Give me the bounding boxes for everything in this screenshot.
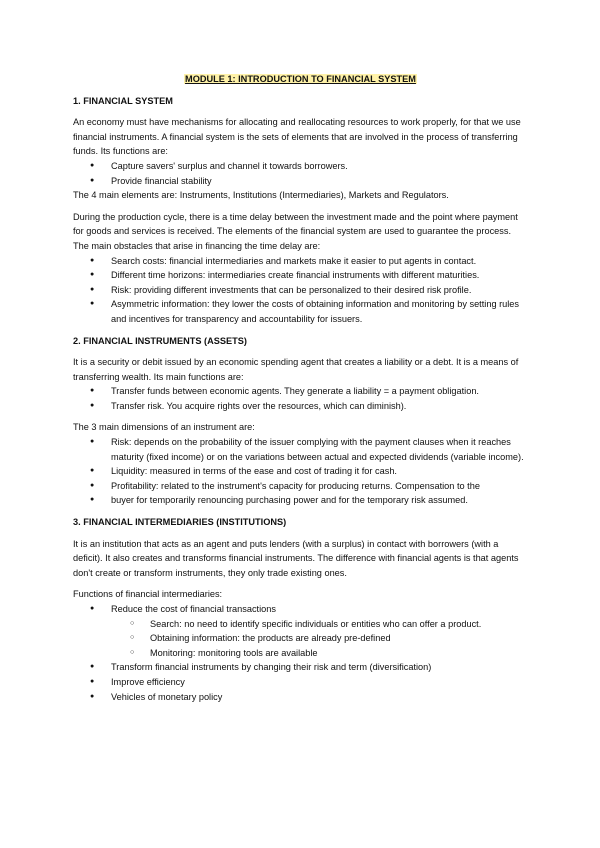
sub-list-item: ○ Search: no need to identify specific individuals or entities who can offer a product. bbox=[111, 617, 528, 632]
sub-bullet-list bbox=[111, 617, 528, 661]
list-item: ● Different time horizons: intermediaries create financial instruments with different maturities. bbox=[73, 268, 528, 283]
list-item: ● Profitability: related to the instrument's capacity for producing returns. Compensation to the bbox=[73, 479, 528, 494]
list-item-text: Reduce the cost of financial transactions bbox=[111, 604, 276, 614]
list-item: ● Transform financial instruments by changing their risk and term (diversification) bbox=[73, 660, 528, 675]
sub-list-item: ○ Obtaining information: the products are already pre-defined bbox=[111, 631, 528, 646]
bullet-list bbox=[73, 254, 528, 327]
section-heading: 2. FINANCIAL INSTRUMENTS (ASSETS) bbox=[73, 335, 247, 346]
bullet-list bbox=[73, 384, 528, 413]
title-row bbox=[73, 72, 528, 87]
bullet-list bbox=[73, 159, 528, 188]
paragraph: It is a security or debit issued by an economic spending agent that creates a liability or a debt. It is a means of transferring wealth. Its main functions are: bbox=[73, 357, 519, 382]
section-heading: 1. FINANCIAL SYSTEM bbox=[73, 95, 173, 106]
list-item: ● Liquidity: measured in terms of the ease and cost of trading it for cash. bbox=[73, 464, 528, 479]
bullet-list bbox=[73, 435, 528, 508]
section-heading: 3. FINANCIAL INTERMEDIARIES (INSTITUTIONS) bbox=[73, 517, 287, 528]
list-item: ● Improve efficiency bbox=[73, 675, 528, 690]
paragraph: It is an institution that acts as an agent and puts lenders (with a surplus) in contact with borrowers (with a deficit). It also creates and transforms financial instruments. The difference with financial agents is that agents don't create or transform instruments, they only trade existing ones. bbox=[73, 538, 519, 578]
list-item: ● Provide financial stability bbox=[73, 174, 528, 189]
list-item: ● buyer for temporarily renouncing purchasing power and for the temporary risk assumed. bbox=[73, 493, 528, 508]
list-item: ● Transfer risk. You acquire rights over the resources, which can diminish). bbox=[73, 399, 528, 414]
paragraph: The 4 main elements are: Instruments, Institutions (Intermediaries), Markets and Regulators. bbox=[73, 190, 449, 201]
paragraph: During the production cycle, there is a time delay between the investment made and the point where payment for goods and services is received. The elements of the financial system are used to guarantee the process. The main obstacles that arise in financing the time delay are: bbox=[73, 211, 518, 251]
list-item bbox=[73, 602, 528, 660]
paragraph: An economy must have mechanisms for allocating and reallocating resources to work properly, for that we use financial instruments. A financial system is the sets of elements that are involved in the process of transferring funds. Its functions are: bbox=[73, 117, 521, 157]
list-item: ● Vehicles of monetary policy bbox=[73, 690, 528, 705]
list-item: ● Search costs: financial intermediaries and markets make it easier to put agents in contact. bbox=[73, 254, 528, 269]
list-item: ● Transfer funds between economic agents. They generate a liability = a payment obligation. bbox=[73, 384, 528, 399]
paragraph: Functions of financial intermediaries: bbox=[73, 589, 223, 600]
sub-list-item: ○ Monitoring: monitoring tools are available bbox=[111, 646, 528, 661]
list-item: ● Asymmetric information: they lower the costs of obtaining information and monitoring by setting rules and incentives for transparency and accountability for issuers. bbox=[73, 297, 528, 326]
paragraph: The 3 main dimensions of an instrument are: bbox=[73, 422, 255, 433]
list-item: ● Risk: providing different investments that can be personalized to their desired risk profile. bbox=[73, 283, 528, 298]
bullet-list bbox=[73, 602, 528, 704]
list-item: ● Risk: depends on the probability of the issuer complying with the payment clauses when it reaches maturity (fixed income) or on the variations between actual and expected dividends (variable income). bbox=[73, 435, 528, 464]
list-item: ● Capture savers' surplus and channel it towards borrowers. bbox=[73, 159, 528, 174]
module-title: MODULE 1: INTRODUCTION TO FINANCIAL SYSTEM bbox=[185, 74, 416, 84]
